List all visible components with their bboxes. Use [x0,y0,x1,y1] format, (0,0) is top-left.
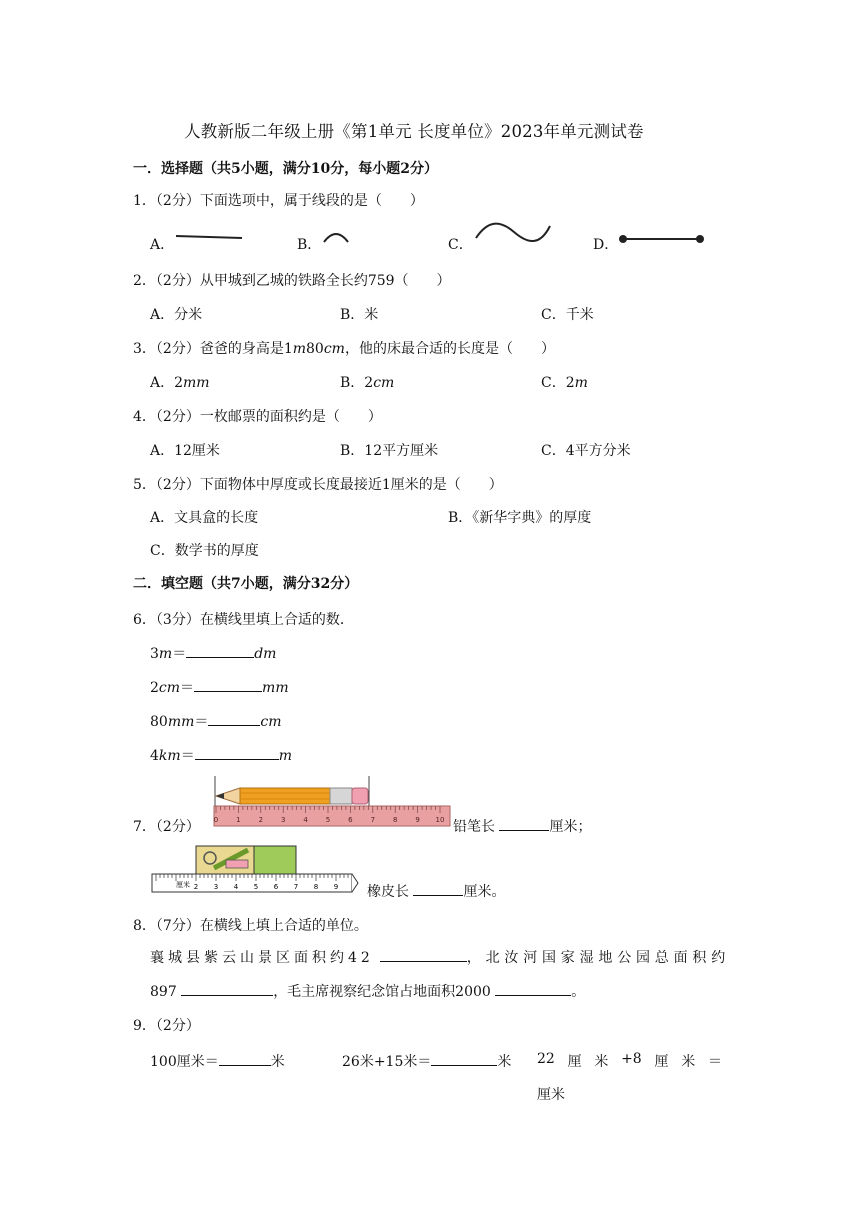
ruler-tick-label: 6 [273,883,279,891]
ruler-tick-label: 2 [193,883,199,891]
pencil-on-ruler-image [212,776,452,828]
ruler-tick-label: 7 [370,816,376,824]
question-4-stem: 4．（2分）一枚邮票的面积约是（ ） [133,409,382,425]
question-9-part-a: 100厘米＝ 米 [150,1051,285,1071]
pencil-length-sentence: 铅笔长 厘米； [453,816,591,836]
option-c-wavy-line-figure [474,218,554,244]
question-2-stem: 2．（2分）从甲城到乙城的铁路全长约759（ ） [133,273,451,289]
ruler-tick-label: 10 [435,816,445,824]
question-4-option-a[interactable]: A．12厘米 [150,443,220,459]
answer-blank[interactable] [495,981,571,996]
answer-blank[interactable] [195,745,279,760]
answer-blank[interactable] [186,643,254,658]
question-4-option-b[interactable]: B．12平方厘米 [340,443,439,459]
question-3-stem: 3．（2分）爸爸的身高是1m80cm，他的床最合适的长度是（ ） [133,341,555,357]
answer-blank[interactable] [413,881,463,896]
question-3-option-c[interactable]: C．2m [541,375,588,391]
question-7-stem: 7．（2分） [133,819,200,835]
question-5-option-a[interactable]: A．文具盒的长度 [150,510,259,526]
ruler-tick-label: 3 [280,816,286,824]
answer-blank[interactable] [380,947,467,962]
question-2-option-c[interactable]: C．千米 [541,307,594,323]
question-5-option-c[interactable]: C．数学书的厚度 [150,543,259,559]
section-heading-choice: 一．选择题（共5小题，满分10分，每小题2分） [133,161,438,177]
question-3-option-a[interactable]: A．2mm [150,375,210,391]
question-9-part-b: 26米+15米＝ 米 [342,1051,511,1071]
page-title: 人教新版二年级上册《第1单元 长度单位》2023年单元测试卷 [184,122,644,141]
question-9-stem: 9．（2分） [133,1018,200,1034]
ruler-tick-label: 8 [392,816,398,824]
question-8-stem: 8．（7分）在横线上填上合适的单位。 [133,918,368,934]
question-1-option-b-label[interactable]: B． [297,237,322,253]
question-5-stem: 5．（2分）下面物体中厚度或长度最接近1厘米的是（ ） [133,477,503,493]
answer-blank[interactable] [194,677,262,692]
answer-blank[interactable] [499,816,549,831]
ruler-tick-label: 3 [213,883,219,891]
question-6-line-4: 4km＝ m [150,745,292,765]
ruler-tick-label: 2 [258,816,264,824]
ruler-tick-label: 6 [348,816,353,824]
ruler-tick-label: 7 [293,883,299,891]
ruler-tick-label: 0 [213,816,219,824]
question-8-line-2: 897 ，毛主席视察纪念馆占地面积2000 。 [150,981,585,1001]
ruler-tick-label: 9 [415,816,420,824]
ruler-tick-label: 5 [325,816,331,824]
question-2-option-a[interactable]: A．分米 [150,307,203,323]
ruler-tick-label: 8 [313,883,319,891]
ruler-tick-label: 4 [303,816,308,824]
option-a-straight-line-figure [176,230,246,244]
eraser-on-ruler-image [152,846,362,894]
answer-blank[interactable] [431,1051,497,1066]
option-b-arc-figure [322,228,352,246]
answer-blank[interactable] [219,1051,271,1066]
answer-blank[interactable] [181,981,273,996]
ruler-tick-label: 4 [233,883,239,891]
answer-blank[interactable] [208,711,260,726]
section-heading-fill-blank: 二．填空题（共7小题，满分32分） [133,576,359,592]
ruler-tick-label: 9 [333,883,339,891]
question-6-line-2: 2cm＝ mm [150,677,289,697]
question-9-part-c-tail: 厘米 [537,1087,565,1103]
question-5-option-b[interactable]: B．《新华字典》的厚度 [448,510,592,526]
question-4-option-c[interactable]: C．4平方分米 [541,443,631,459]
ruler-tick-label: 1 [236,816,241,824]
ruler-unit-label: 厘米 [176,881,190,889]
question-1-stem: 1．（2分）下面选项中，属于线段的是（ ） [133,193,424,209]
question-1-option-d-label[interactable]: D． [593,237,619,253]
question-9-part-c: 22 厘 米 +8 厘 米 ＝ [537,1051,722,1070]
question-3-option-b[interactable]: B．2cm [340,375,395,391]
eraser-length-sentence: 橡皮长 厘米。 [367,881,505,901]
question-1-option-a-label[interactable]: A． [150,237,175,253]
question-2-option-b[interactable]: B．米 [340,307,379,323]
ruler-tick-label: 5 [253,883,259,891]
question-1-option-c-label[interactable]: C． [448,237,473,253]
question-6-line-1: 3m＝ dm [150,643,276,663]
option-d-line-segment-figure [618,232,708,246]
question-6-stem: 6．（3分）在横线里填上合适的数． [133,612,354,628]
question-8-line-1: 襄城县紫云山景区面积约42 ，北汝河国家湿地公园总面积约 [150,947,730,967]
question-6-line-3: 80mm＝ cm [150,711,282,731]
